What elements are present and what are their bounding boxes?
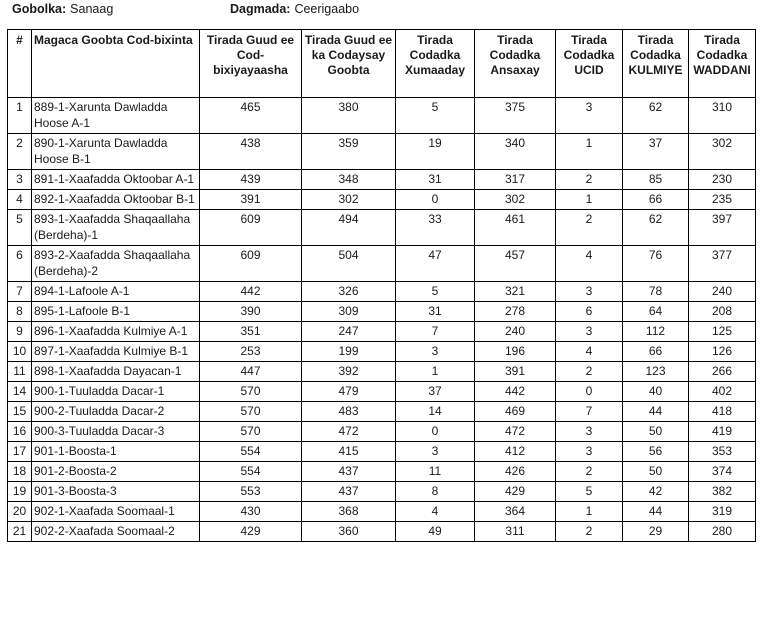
cell-total-voted: 348 bbox=[302, 170, 396, 190]
col-header-valid-votes: Tirada Codadka Ansaxay bbox=[475, 30, 556, 98]
cell-spoiled-votes: 0 bbox=[396, 190, 475, 210]
cell-total-voted: 494 bbox=[302, 210, 396, 246]
cell-kulmiye-votes: 85 bbox=[623, 170, 689, 190]
cell-kulmiye-votes: 56 bbox=[623, 442, 689, 462]
cell-total-voted: 392 bbox=[302, 362, 396, 382]
cell-kulmiye-votes: 29 bbox=[623, 522, 689, 542]
col-header-kulmiye-votes: Tirada Codadka KULMIYE bbox=[623, 30, 689, 98]
table-row bbox=[8, 462, 756, 482]
cell-waddani-votes: 353 bbox=[689, 442, 756, 462]
col-header-total-voted: Tirada Guud ee ka Codaysay Goobta bbox=[302, 30, 396, 98]
region-value: Sanaag bbox=[70, 2, 114, 16]
cell-valid-votes: 340 bbox=[475, 134, 556, 170]
cell-total-voted: 359 bbox=[302, 134, 396, 170]
cell-waddani-votes: 280 bbox=[689, 522, 756, 542]
cell-waddani-votes: 418 bbox=[689, 402, 756, 422]
cell-total-voters: 447 bbox=[200, 362, 302, 382]
cell-valid-votes: 321 bbox=[475, 282, 556, 302]
cell-number: 7 bbox=[8, 282, 32, 302]
district-info bbox=[230, 2, 359, 16]
cell-spoiled-votes: 49 bbox=[396, 522, 475, 542]
cell-waddani-votes: 310 bbox=[689, 98, 756, 134]
cell-kulmiye-votes: 64 bbox=[623, 302, 689, 322]
cell-number: 8 bbox=[8, 302, 32, 322]
cell-number: 20 bbox=[8, 502, 32, 522]
table-row bbox=[8, 282, 756, 302]
cell-total-voters: 438 bbox=[200, 134, 302, 170]
cell-spoiled-votes: 4 bbox=[396, 502, 475, 522]
cell-valid-votes: 442 bbox=[475, 382, 556, 402]
cell-total-voters: 390 bbox=[200, 302, 302, 322]
cell-valid-votes: 429 bbox=[475, 482, 556, 502]
cell-total-voters: 570 bbox=[200, 422, 302, 442]
cell-ucid-votes: 2 bbox=[556, 522, 623, 542]
table-row bbox=[8, 302, 756, 322]
cell-total-voters: 351 bbox=[200, 322, 302, 342]
cell-total-voters: 554 bbox=[200, 442, 302, 462]
col-header-station-name: Magaca Goobta Cod-bixinta bbox=[32, 30, 200, 98]
cell-total-voters: 553 bbox=[200, 482, 302, 502]
cell-number: 18 bbox=[8, 462, 32, 482]
cell-kulmiye-votes: 50 bbox=[623, 422, 689, 442]
cell-ucid-votes: 3 bbox=[556, 282, 623, 302]
cell-total-voters: 465 bbox=[200, 98, 302, 134]
table-row bbox=[8, 170, 756, 190]
table-row bbox=[8, 342, 756, 362]
cell-valid-votes: 375 bbox=[475, 98, 556, 134]
cell-spoiled-votes: 33 bbox=[396, 210, 475, 246]
cell-spoiled-votes: 7 bbox=[396, 322, 475, 342]
cell-number: 17 bbox=[8, 442, 32, 462]
cell-total-voters: 430 bbox=[200, 502, 302, 522]
cell-ucid-votes: 0 bbox=[556, 382, 623, 402]
cell-total-voters: 554 bbox=[200, 462, 302, 482]
cell-kulmiye-votes: 112 bbox=[623, 322, 689, 342]
table-row bbox=[8, 134, 756, 170]
cell-valid-votes: 472 bbox=[475, 422, 556, 442]
cell-number: 21 bbox=[8, 522, 32, 542]
cell-ucid-votes: 6 bbox=[556, 302, 623, 322]
cell-total-voters: 391 bbox=[200, 190, 302, 210]
cell-ucid-votes: 2 bbox=[556, 210, 623, 246]
cell-station-name: 902-1-Xaafada Soomaal-1 bbox=[32, 502, 200, 522]
cell-waddani-votes: 126 bbox=[689, 342, 756, 362]
table-row bbox=[8, 442, 756, 462]
cell-ucid-votes: 3 bbox=[556, 442, 623, 462]
cell-ucid-votes: 7 bbox=[556, 402, 623, 422]
district-value: Ceerigaabo bbox=[294, 2, 360, 16]
cell-waddani-votes: 397 bbox=[689, 210, 756, 246]
cell-station-name: 889-1-Xarunta Dawladda Hoose A-1 bbox=[32, 98, 200, 134]
cell-station-name: 900-3-Tuuladda Dacar-3 bbox=[32, 422, 200, 442]
cell-spoiled-votes: 31 bbox=[396, 170, 475, 190]
cell-total-voted: 360 bbox=[302, 522, 396, 542]
cell-valid-votes: 302 bbox=[475, 190, 556, 210]
cell-ucid-votes: 1 bbox=[556, 134, 623, 170]
cell-spoiled-votes: 19 bbox=[396, 134, 475, 170]
table-row bbox=[8, 190, 756, 210]
cell-station-name: 891-1-Xaafadda Oktoobar A-1 bbox=[32, 170, 200, 190]
cell-waddani-votes: 230 bbox=[689, 170, 756, 190]
cell-spoiled-votes: 3 bbox=[396, 442, 475, 462]
cell-waddani-votes: 235 bbox=[689, 190, 756, 210]
cell-ucid-votes: 3 bbox=[556, 422, 623, 442]
cell-total-voters: 439 bbox=[200, 170, 302, 190]
cell-number: 16 bbox=[8, 422, 32, 442]
table-row bbox=[8, 502, 756, 522]
cell-valid-votes: 364 bbox=[475, 502, 556, 522]
cell-station-name: 901-1-Boosta-1 bbox=[32, 442, 200, 462]
cell-station-name: 893-2-Xaafadda Shaqaallaha (Berdeha)-2 bbox=[32, 246, 200, 282]
cell-total-voted: 437 bbox=[302, 462, 396, 482]
cell-spoiled-votes: 37 bbox=[396, 382, 475, 402]
cell-number: 9 bbox=[8, 322, 32, 342]
cell-number: 5 bbox=[8, 210, 32, 246]
cell-station-name: 894-1-Lafoole A-1 bbox=[32, 282, 200, 302]
cell-valid-votes: 391 bbox=[475, 362, 556, 382]
cell-number: 15 bbox=[8, 402, 32, 422]
cell-spoiled-votes: 31 bbox=[396, 302, 475, 322]
cell-kulmiye-votes: 44 bbox=[623, 502, 689, 522]
cell-spoiled-votes: 5 bbox=[396, 282, 475, 302]
table-body bbox=[8, 98, 756, 542]
cell-ucid-votes: 1 bbox=[556, 502, 623, 522]
cell-kulmiye-votes: 44 bbox=[623, 402, 689, 422]
cell-valid-votes: 426 bbox=[475, 462, 556, 482]
col-header-total-voters: Tirada Guud ee Cod-bixiyayaasha bbox=[200, 30, 302, 98]
col-header-spoiled-votes: Tirada Codadka Xumaaday bbox=[396, 30, 475, 98]
table-row bbox=[8, 482, 756, 502]
cell-valid-votes: 412 bbox=[475, 442, 556, 462]
cell-ucid-votes: 2 bbox=[556, 170, 623, 190]
cell-kulmiye-votes: 78 bbox=[623, 282, 689, 302]
cell-total-voted: 247 bbox=[302, 322, 396, 342]
cell-station-name: 893-1-Xaafadda Shaqaallaha (Berdeha)-1 bbox=[32, 210, 200, 246]
cell-waddani-votes: 208 bbox=[689, 302, 756, 322]
cell-ucid-votes: 2 bbox=[556, 462, 623, 482]
cell-total-voted: 472 bbox=[302, 422, 396, 442]
cell-total-voted: 415 bbox=[302, 442, 396, 462]
col-header-number: # bbox=[8, 30, 32, 98]
cell-total-voted: 437 bbox=[302, 482, 396, 502]
table-header-row bbox=[8, 30, 756, 98]
cell-station-name: 890-1-Xarunta Dawladda Hoose B-1 bbox=[32, 134, 200, 170]
cell-total-voters: 253 bbox=[200, 342, 302, 362]
cell-waddani-votes: 125 bbox=[689, 322, 756, 342]
cell-spoiled-votes: 47 bbox=[396, 246, 475, 282]
cell-number: 14 bbox=[8, 382, 32, 402]
col-header-waddani-votes: Tirada Codadka WADDANI bbox=[689, 30, 756, 98]
region-label: Gobolka: bbox=[12, 2, 67, 16]
cell-total-voted: 199 bbox=[302, 342, 396, 362]
cell-total-voted: 380 bbox=[302, 98, 396, 134]
cell-valid-votes: 196 bbox=[475, 342, 556, 362]
cell-total-voters: 609 bbox=[200, 210, 302, 246]
table-row bbox=[8, 402, 756, 422]
cell-total-voted: 368 bbox=[302, 502, 396, 522]
cell-spoiled-votes: 5 bbox=[396, 98, 475, 134]
cell-waddani-votes: 240 bbox=[689, 282, 756, 302]
cell-kulmiye-votes: 50 bbox=[623, 462, 689, 482]
cell-station-name: 895-1-Lafoole B-1 bbox=[32, 302, 200, 322]
cell-waddani-votes: 266 bbox=[689, 362, 756, 382]
cell-spoiled-votes: 0 bbox=[396, 422, 475, 442]
cell-waddani-votes: 319 bbox=[689, 502, 756, 522]
cell-spoiled-votes: 8 bbox=[396, 482, 475, 502]
cell-number: 6 bbox=[8, 246, 32, 282]
cell-spoiled-votes: 1 bbox=[396, 362, 475, 382]
cell-number: 19 bbox=[8, 482, 32, 502]
cell-kulmiye-votes: 66 bbox=[623, 190, 689, 210]
cell-ucid-votes: 4 bbox=[556, 342, 623, 362]
cell-waddani-votes: 382 bbox=[689, 482, 756, 502]
cell-station-name: 901-3-Boosta-3 bbox=[32, 482, 200, 502]
cell-waddani-votes: 402 bbox=[689, 382, 756, 402]
polling-results-table bbox=[7, 29, 756, 542]
cell-number: 2 bbox=[8, 134, 32, 170]
cell-spoiled-votes: 11 bbox=[396, 462, 475, 482]
cell-kulmiye-votes: 123 bbox=[623, 362, 689, 382]
cell-total-voters: 570 bbox=[200, 382, 302, 402]
cell-number: 3 bbox=[8, 170, 32, 190]
cell-number: 11 bbox=[8, 362, 32, 382]
cell-kulmiye-votes: 66 bbox=[623, 342, 689, 362]
cell-waddani-votes: 374 bbox=[689, 462, 756, 482]
cell-total-voted: 302 bbox=[302, 190, 396, 210]
cell-total-voted: 479 bbox=[302, 382, 396, 402]
cell-waddani-votes: 302 bbox=[689, 134, 756, 170]
cell-station-name: 897-1-Xaafadda Kulmiye B-1 bbox=[32, 342, 200, 362]
cell-number: 10 bbox=[8, 342, 32, 362]
cell-total-voters: 609 bbox=[200, 246, 302, 282]
cell-valid-votes: 240 bbox=[475, 322, 556, 342]
cell-valid-votes: 317 bbox=[475, 170, 556, 190]
table-row bbox=[8, 382, 756, 402]
cell-station-name: 892-1-Xaafadda Oktoobar B-1 bbox=[32, 190, 200, 210]
cell-ucid-votes: 1 bbox=[556, 190, 623, 210]
cell-station-name: 901-2-Boosta-2 bbox=[32, 462, 200, 482]
cell-valid-votes: 461 bbox=[475, 210, 556, 246]
cell-kulmiye-votes: 62 bbox=[623, 210, 689, 246]
cell-kulmiye-votes: 40 bbox=[623, 382, 689, 402]
cell-total-voters: 429 bbox=[200, 522, 302, 542]
cell-ucid-votes: 3 bbox=[556, 98, 623, 134]
cell-valid-votes: 278 bbox=[475, 302, 556, 322]
table-row bbox=[8, 210, 756, 246]
cell-spoiled-votes: 14 bbox=[396, 402, 475, 422]
cell-number: 1 bbox=[8, 98, 32, 134]
cell-valid-votes: 469 bbox=[475, 402, 556, 422]
cell-station-name: 900-2-Tuuladda Dacar-2 bbox=[32, 402, 200, 422]
region-info bbox=[12, 2, 113, 16]
cell-station-name: 898-1-Xaafadda Dayacan-1 bbox=[32, 362, 200, 382]
cell-ucid-votes: 3 bbox=[556, 322, 623, 342]
cell-valid-votes: 311 bbox=[475, 522, 556, 542]
cell-waddani-votes: 377 bbox=[689, 246, 756, 282]
table-row bbox=[8, 98, 756, 134]
cell-total-voted: 309 bbox=[302, 302, 396, 322]
table-row bbox=[8, 322, 756, 342]
cell-spoiled-votes: 3 bbox=[396, 342, 475, 362]
cell-total-voters: 570 bbox=[200, 402, 302, 422]
cell-total-voted: 326 bbox=[302, 282, 396, 302]
cell-total-voted: 504 bbox=[302, 246, 396, 282]
cell-kulmiye-votes: 62 bbox=[623, 98, 689, 134]
cell-number: 4 bbox=[8, 190, 32, 210]
cell-kulmiye-votes: 37 bbox=[623, 134, 689, 170]
cell-ucid-votes: 4 bbox=[556, 246, 623, 282]
table-row bbox=[8, 522, 756, 542]
table-row bbox=[8, 422, 756, 442]
table-row bbox=[8, 362, 756, 382]
cell-station-name: 896-1-Xaafadda Kulmiye A-1 bbox=[32, 322, 200, 342]
col-header-ucid-votes: Tirada Codadka UCID bbox=[556, 30, 623, 98]
cell-ucid-votes: 5 bbox=[556, 482, 623, 502]
cell-valid-votes: 457 bbox=[475, 246, 556, 282]
district-label: Dagmada: bbox=[230, 2, 291, 16]
cell-total-voted: 483 bbox=[302, 402, 396, 422]
table-row bbox=[8, 246, 756, 282]
cell-station-name: 900-1-Tuuladda Dacar-1 bbox=[32, 382, 200, 402]
cell-ucid-votes: 2 bbox=[556, 362, 623, 382]
cell-kulmiye-votes: 42 bbox=[623, 482, 689, 502]
cell-station-name: 902-2-Xaafada Soomaal-2 bbox=[32, 522, 200, 542]
cell-kulmiye-votes: 76 bbox=[623, 246, 689, 282]
cell-total-voters: 442 bbox=[200, 282, 302, 302]
cell-waddani-votes: 419 bbox=[689, 422, 756, 442]
